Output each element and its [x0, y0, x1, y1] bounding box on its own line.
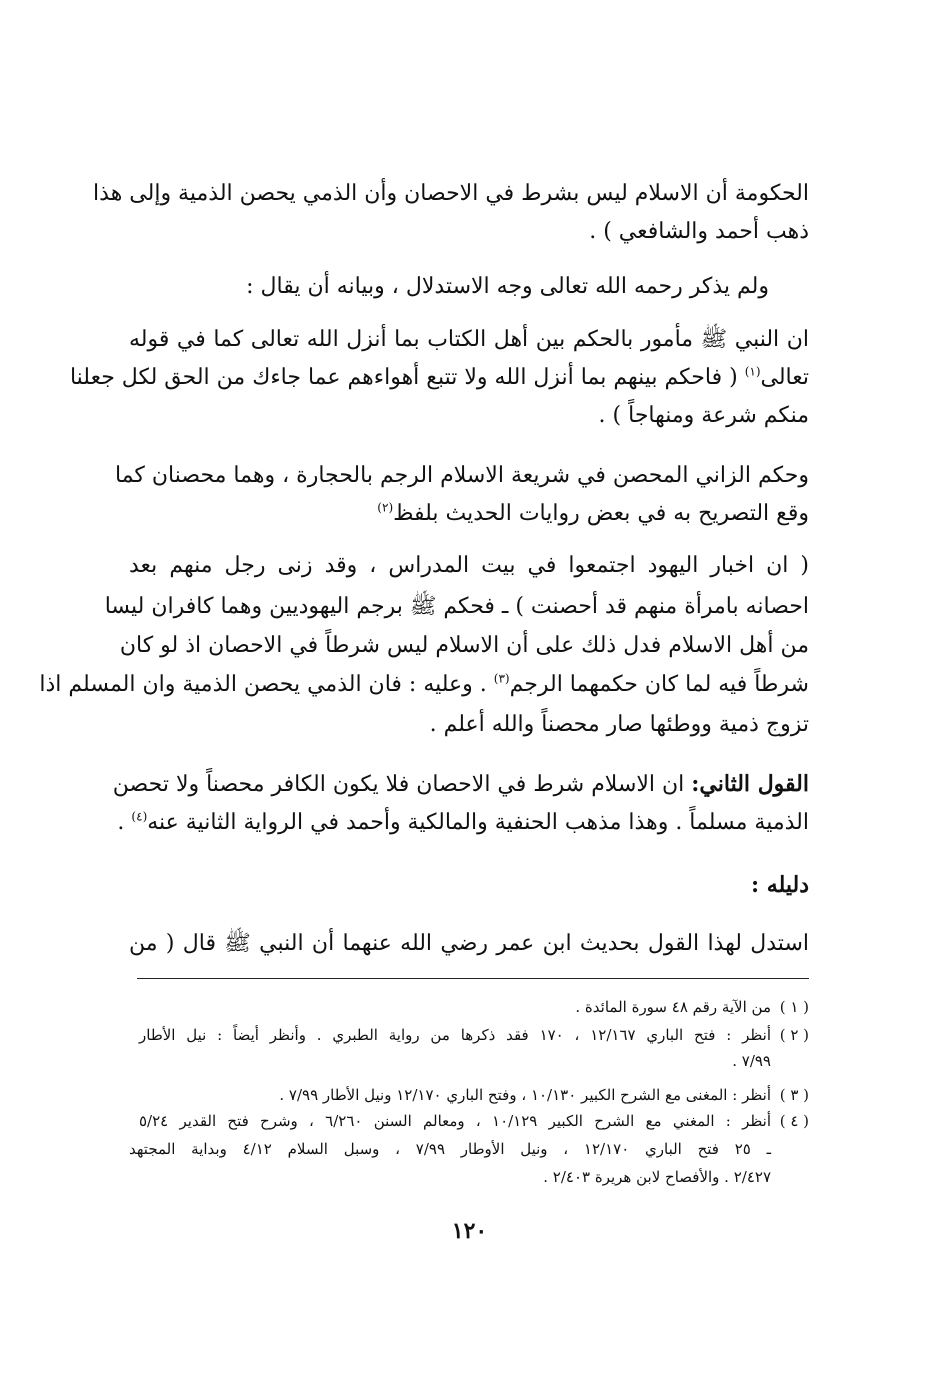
text-span: . وعليه : فان الذمي يحصن الذمية وان المسلم اذا: [39, 672, 494, 697]
footnote-text: من الآية رقم ٤٨ سورة المائدة .: [575, 998, 771, 1016]
page-number: ١٢٠: [451, 1218, 488, 1244]
text-span: ان الاسلام شرط في الاحصان فلا يكون الكافر محصناً ولا تحصن: [112, 772, 692, 797]
text-line: احصانه بامرأة منهم قد أحصنت ) ـ فحكم ﷺ برجم اليهوديين وهما كافران ليسا: [104, 594, 809, 619]
footnote-continuation: ٧/٩٩ .: [732, 1052, 771, 1070]
text-line: ان النبي ﷺ مأمور بالحكم بين أهل الكتاب بما أنزل الله تعالى كما في قوله: [129, 327, 809, 352]
footnote-continuation: ـ ٢٥ فتح الباري ١٢/١٧٠ ، ونيل الأوطار ٧/٩٩ ، وسبل السلام ٤/١٢ وبداية المجتهد: [129, 1140, 772, 1158]
text-line: ( ان اخبار اليهود اجتمعوا في بيت المدراس ، وقد زنى رجل منهم بعد: [129, 553, 809, 578]
footnote-text: أنظر : المغنى مع الشرح الكبير ١٠/١٣٠ ، وفتح الباري ١٢/١٧٠ ونيل الأطار ٧/٩٩ .: [279, 1086, 771, 1104]
section-heading: دليله :: [751, 872, 809, 898]
text-line: [129, 497, 809, 531]
footnote: [129, 1084, 809, 1106]
footnote: [129, 1110, 809, 1132]
text-span: تعالى: [760, 365, 809, 390]
footnote-marker: (١): [744, 364, 761, 379]
footnote-number: ( ١ ): [779, 998, 809, 1016]
footnote-text: أنظر : المغني مع الشرح الكبير ١٠/١٢٩ ، ومعالم السنن ٦/٢٦٠ ، وشرح فتح القدير ٥/٢٤: [139, 1112, 771, 1130]
footnote: [129, 1024, 809, 1046]
footnote-marker: (٢): [377, 500, 394, 515]
text-span: وقع التصريح به في بعض روايات الحديث بلفظ: [393, 501, 809, 526]
text-line: تزوج ذمية ووطئها صار محصناً والله أعلم .: [429, 712, 809, 737]
footnote-number: ( ٤ ): [779, 1112, 809, 1130]
footnote: [129, 996, 809, 1018]
section-label: القول الثاني:: [691, 771, 809, 797]
text-line: ولم يذكر رحمه الله تعالى وجه الاستدلال ، وبيانه أن يقال :: [246, 274, 769, 299]
text-line: [39, 668, 809, 702]
text-line: [69, 361, 809, 395]
footnote-marker: (٣): [493, 671, 510, 686]
footnote-text: أنظر : فتح الباري ١٢/١٦٧ ، ١٧٠ فقد ذكرها من رواية الطبري . وأنظر أيضاً : نيل الأطار: [139, 1026, 772, 1044]
footnote-number: ( ٢ ): [779, 1026, 809, 1044]
footnote-number: ( ٣ ): [779, 1086, 809, 1104]
footnote-continuation: ٢/٤٢٧ . والأفصاح لابن هريرة ٢/٤٠٣ .: [543, 1168, 771, 1186]
text-span: ( فاحكم بينهم بما أنزل الله ولا تتبع أهواءهم عما جاءك من الحق لكل جعلنا: [69, 365, 745, 390]
text-line: [112, 767, 809, 802]
text-line: وحكم الزاني المحصن في شريعة الاسلام الرجم بالحجارة ، وهما محصنان كما: [114, 463, 809, 488]
text-line: ذهب أحمد والشافعي ) .: [589, 219, 809, 244]
text-line: من أهل الاسلام فدل ذلك على أن الاسلام ليس شرطاً في الاحصان اذ لو كان: [119, 633, 809, 658]
text-line: الحكومة أن الاسلام ليس بشرط في الاحصان وأن الذمي يحصن الذمية وإلى هذا: [93, 181, 809, 206]
text-line: استدل لهذا القول بحديث ابن عمر رضي الله عنهما أن النبي ﷺ قال ( من: [129, 931, 809, 956]
footnote-separator: [137, 978, 809, 979]
text-span: الذمية مسلماً . وهذا مذهب الحنفية والمالكية وأحمد في الرواية الثانية عنه: [147, 810, 809, 835]
text-span: شرطاً فيه لما كان حكمهما الرجم: [509, 672, 809, 697]
text-span: .: [117, 810, 132, 835]
text-line: منكم شرعة ومنهاجاً ) .: [598, 403, 809, 428]
footnote-marker: (٤): [131, 809, 148, 824]
text-line: [117, 806, 809, 840]
